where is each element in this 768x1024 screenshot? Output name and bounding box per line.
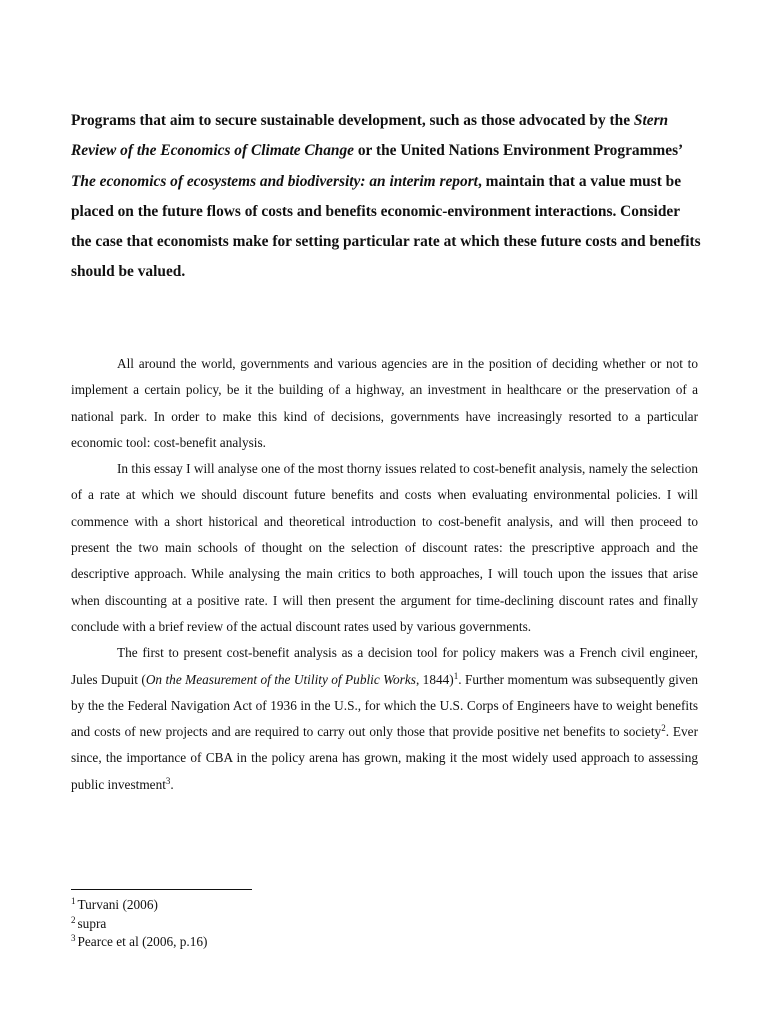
history-text-a: The first to present cost-benefit analysis as a decision tool for policy makers was a French civil engineer, Jules Dupuit ( bbox=[71, 645, 698, 687]
footnote-number: 3 bbox=[71, 933, 76, 943]
paragraph-outline: In this essay I will analyse one of the most thorny issues related to cost-benefit analysis, namely the selection of a rate at which we should discount future benefits and costs when evaluating environmental policies. I will commence with a short historical and theoretical introduction to cost-benefit analysis, and will then proceed to present the two main schools of thought on the selection of discount rates: the prescriptive approach and the descriptive approach. While analysing the main critics to both approaches, I will touch upon the issues that arise when discounting at a positive rate. I will then present the argument for time-declining discount rates and finally conclude with a brief review of the actual discount rates used by various governments. bbox=[71, 461, 698, 634]
footnote-text: supra bbox=[77, 915, 107, 931]
essay-question bbox=[71, 106, 701, 288]
footnote-number: 2 bbox=[71, 914, 76, 925]
dupuit-work-title: On the Measurement of the Utility of Public Works bbox=[145, 671, 416, 687]
history-text-e: . Ever since, the importance of CBA in the policy arena has grown, making it the most widely used approach to assessing public investment bbox=[71, 724, 699, 792]
footnote-2 bbox=[71, 915, 471, 934]
footnote-ref-1: 1 bbox=[453, 670, 459, 681]
footnote-ref-2: 2 bbox=[661, 723, 666, 734]
footnotes bbox=[71, 896, 471, 952]
history-text-d: . Further momentum was subsequently given by the the Federal Navigation Act of 1936 in the U.S., for which the U.S. Corps of Engineers have to weight benefits and costs of new projects and are required to carry out only those that provide positive net benefits to society bbox=[71, 671, 699, 740]
question-text-1: Programs that aim to secure sustainable development, such as those advocated by the bbox=[71, 112, 631, 129]
history-text-c: , 1844) bbox=[415, 671, 454, 687]
paragraph-history bbox=[71, 640, 698, 798]
history-text-f: . bbox=[170, 776, 174, 792]
footnote-text: Turvani (2006) bbox=[77, 897, 158, 912]
question-text-3: , maintain that a value must be placed on the future flows of costs and benefits economic-environment interactions. Consider the case that economists make for setting particular rate at which these future costs and benefits should be valued. bbox=[71, 172, 701, 281]
teeb-report-title: The economics of ecosystems and biodiversity: an interim report bbox=[71, 172, 478, 190]
footnote-3 bbox=[71, 933, 471, 952]
question-text-2: or the United Nations Environment Programmes’ bbox=[354, 142, 683, 160]
footnote-text: Pearce et al (2006, p.16) bbox=[77, 934, 208, 949]
footnote-1 bbox=[71, 896, 471, 915]
essay-body bbox=[71, 351, 698, 798]
paragraph-intro: All around the world, governments and various agencies are in the position of deciding whether or not to implement a certain policy, be it the building of a highway, an investment in healthcare or the preservation of a national park. In order to make this kind of decisions, governments have increasingly resorted to a particular economic tool: cost-benefit analysis. bbox=[71, 356, 698, 450]
footnote-number: 1 bbox=[71, 896, 76, 906]
footnote-ref-3: 3 bbox=[165, 775, 171, 786]
footnote-separator bbox=[71, 889, 252, 890]
stern-review-title: Stern Review of the Economics of Climate Change bbox=[71, 112, 669, 160]
